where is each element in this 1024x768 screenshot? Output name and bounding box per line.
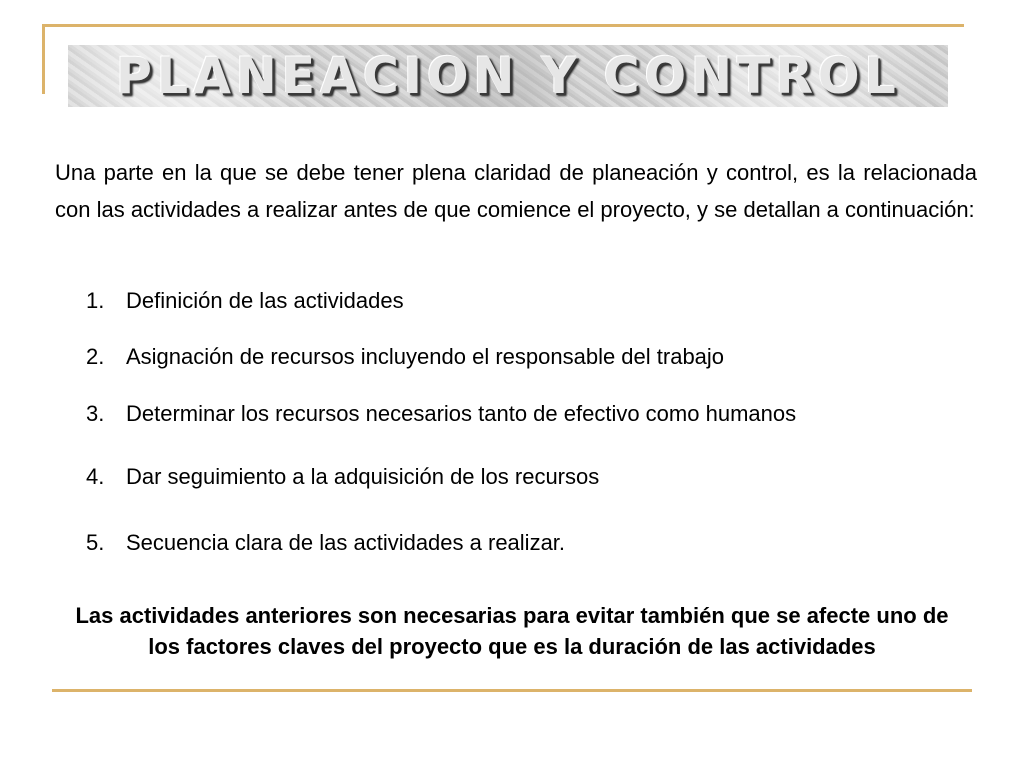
conclusion-paragraph: Las actividades anteriores son necesarias para evitar también que se afecte uno de los factores claves del proyecto que es la duración de las actividades bbox=[75, 603, 949, 659]
list-item-text: Asignación de recursos incluyendo el responsable del trabajo bbox=[126, 344, 725, 369]
list-item bbox=[86, 288, 404, 314]
list-item bbox=[86, 530, 565, 556]
list-item-number: 4. bbox=[86, 464, 105, 489]
list-item-number: 1. bbox=[86, 288, 105, 313]
list-item-text: Secuencia clara de las actividades a realizar. bbox=[126, 530, 566, 555]
title-banner bbox=[68, 45, 948, 107]
frame-bottom-rule bbox=[52, 689, 972, 692]
list-item bbox=[86, 344, 724, 370]
list-item-number: 5. bbox=[86, 530, 105, 555]
list-item-number: 2. bbox=[86, 344, 105, 369]
list-item bbox=[86, 464, 599, 490]
slide-title: PLANEACION Y CONTROL bbox=[115, 47, 901, 105]
list-item bbox=[86, 401, 796, 427]
frame-left-rule bbox=[42, 24, 45, 94]
frame-top-rule bbox=[42, 24, 964, 27]
intro-paragraph: Una parte en la que se debe tener plena claridad de planeación y control, es la relacionada con las actividades a realizar antes de que comience el proyecto, y se detallan a continuación: bbox=[55, 160, 977, 222]
list-item-number: 3. bbox=[86, 401, 105, 426]
list-item-text: Determinar los recursos necesarios tanto de efectivo como humanos bbox=[126, 401, 797, 426]
list-item-text: Definición de las actividades bbox=[126, 288, 404, 313]
list-item-text: Dar seguimiento a la adquisición de los recursos bbox=[126, 464, 600, 489]
